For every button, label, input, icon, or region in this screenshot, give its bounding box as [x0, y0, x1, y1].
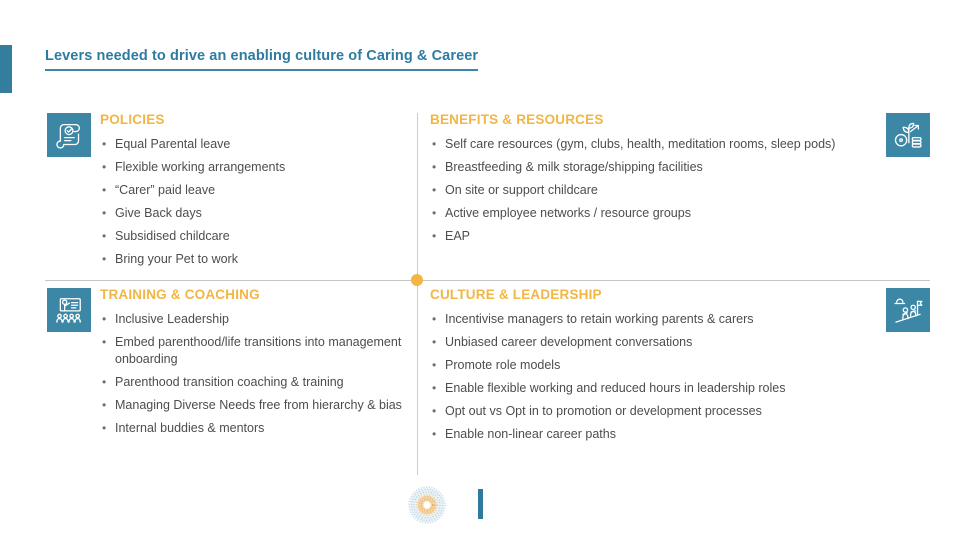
slide-title: Levers needed to drive an enabling culture of Caring & Career	[45, 48, 478, 71]
center-dot	[411, 274, 423, 286]
quadrant-title: POLICIES	[100, 112, 165, 127]
logo-vertical-bar	[478, 489, 483, 519]
list-item: • Inclusive Leadership	[100, 311, 402, 328]
left-accent-bar	[0, 45, 12, 93]
list-item: • Subsidised childcare	[100, 228, 410, 245]
list-item: • On site or support childcare	[430, 182, 878, 199]
training-presenter-icon	[47, 288, 91, 332]
list-item: • Embed parenthood/life transitions into management onboarding	[100, 334, 402, 367]
quadrant-training-coaching	[100, 287, 402, 443]
list-item: • Self care resources (gym, clubs, health, meditation rooms, sleep pods)	[430, 136, 878, 153]
list-item: • Enable flexible working and reduced hours in leadership roles	[430, 380, 878, 397]
list-item: • Opt out vs Opt in to promotion or development processes	[430, 403, 878, 420]
list-item: • EAP	[430, 228, 878, 245]
list-item: • Internal buddies & mentors	[100, 420, 402, 437]
quadrant-bullet-list	[430, 136, 878, 245]
quadrant-policies	[100, 112, 410, 274]
leadership-climb-icon	[886, 288, 930, 332]
quadrant-culture-leadership	[430, 287, 878, 449]
list-item: • Unbiased career development conversations	[430, 334, 878, 351]
list-item: • Give Back days	[100, 205, 410, 222]
list-item: • Parenthood transition coaching & training	[100, 374, 402, 391]
mandala-logo-icon	[407, 485, 447, 525]
quadrant-title: TRAINING & COACHING	[100, 287, 260, 302]
quadrant-title: CULTURE & LEADERSHIP	[430, 287, 602, 302]
policy-scroll-icon	[47, 113, 91, 157]
list-item: • Enable non-linear career paths	[430, 426, 878, 443]
list-item: • Equal Parental leave	[100, 136, 410, 153]
list-item: • Incentivise managers to retain working parents & carers	[430, 311, 878, 328]
quadrant-bullet-list	[100, 136, 410, 268]
list-item: • Managing Diverse Needs free from hierarchy & bias	[100, 397, 402, 414]
list-item: • Promote role models	[430, 357, 878, 374]
list-item: • “Carer” paid leave	[100, 182, 410, 199]
list-item: • Bring your Pet to work	[100, 251, 410, 268]
quadrant-bullet-list	[430, 311, 878, 443]
list-item: • Active employee networks / resource groups	[430, 205, 878, 222]
vertical-divider	[417, 113, 418, 475]
list-item: • Breastfeeding & milk storage/shipping facilities	[430, 159, 878, 176]
growth-investment-icon	[886, 113, 930, 157]
quadrant-bullet-list	[100, 311, 402, 436]
list-item: • Flexible working arrangements	[100, 159, 410, 176]
horizontal-divider	[45, 280, 930, 281]
quadrant-benefits-resources	[430, 112, 878, 251]
quadrant-title: BENEFITS & RESOURCES	[430, 112, 604, 127]
